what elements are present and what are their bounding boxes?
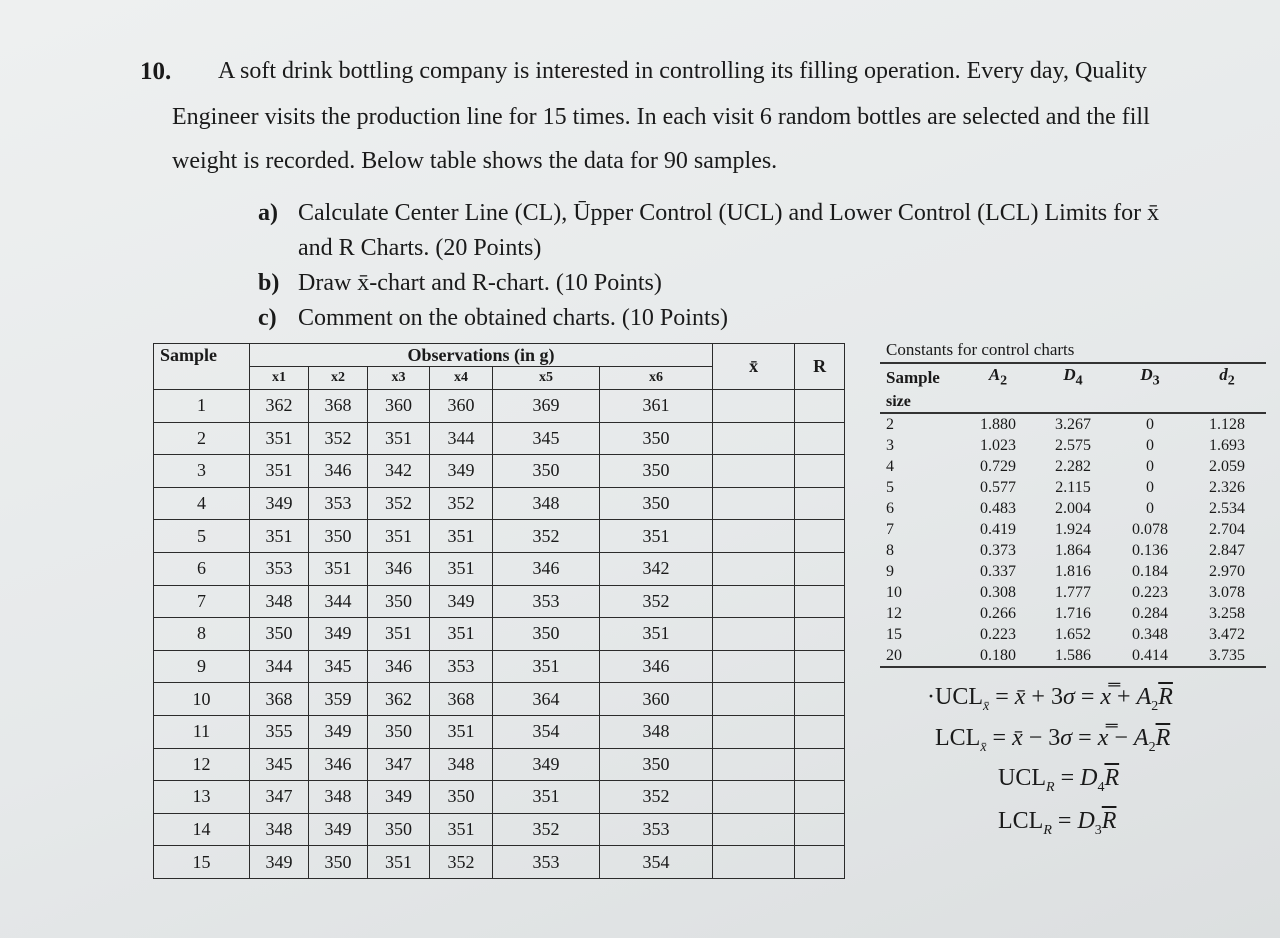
constant-cell: 0.577 — [980, 479, 1016, 497]
part-a — [258, 200, 1159, 227]
observation-cell: 348 — [493, 487, 600, 520]
const-header-sample: Sample — [886, 368, 940, 388]
ucl-r-formula: $UCL_R = D_4\overline{R}$ — [998, 765, 1120, 795]
xbar-cell — [713, 618, 795, 651]
observation-cell: 354 — [600, 846, 713, 879]
table-row — [154, 618, 845, 651]
part-a-label: a) — [258, 200, 278, 226]
observation-cell: 351 — [493, 650, 600, 683]
constant-cell: 0.136 — [1132, 542, 1168, 560]
xbar-cell — [713, 846, 795, 879]
observation-cell: 349 — [250, 487, 309, 520]
part-a-text: Calculate Center Line (CL), Ūpper Control (UCL) and Lower Control (LCL) Limits for x̄ — [298, 200, 1160, 226]
question-line-1: A soft drink bottling company is interested in controlling its filling operation. Every day, Quality — [218, 58, 1147, 84]
table-row — [154, 390, 845, 423]
r-cell — [795, 422, 845, 455]
constant-cell: 0.348 — [1132, 626, 1168, 644]
constant-cell: 2.115 — [1055, 479, 1091, 497]
r-cell — [795, 585, 845, 618]
r-cell — [795, 520, 845, 553]
constant-cell: 0 — [1146, 437, 1154, 455]
constant-cell: 0.223 — [980, 626, 1016, 644]
constant-cell: 0.184 — [1132, 563, 1168, 581]
observation-cell: 347 — [250, 781, 309, 814]
const-header-d4: $D_4$ — [1063, 365, 1083, 389]
constant-cell: 1.816 — [1055, 563, 1091, 581]
observation-cell: 350 — [309, 846, 368, 879]
observation-cell: 347 — [368, 748, 430, 781]
observation-cell: 348 — [309, 781, 368, 814]
observation-cell: 350 — [368, 585, 430, 618]
constants-row — [880, 540, 1266, 561]
constant-cell: 1.023 — [980, 437, 1016, 455]
r-cell — [795, 748, 845, 781]
observation-cell: 353 — [430, 650, 493, 683]
constants-row — [880, 519, 1266, 540]
constants-row — [880, 582, 1266, 603]
observation-cell: 354 — [493, 715, 600, 748]
part-b — [258, 270, 662, 297]
observation-cell: 352 — [600, 781, 713, 814]
sample-cell: 14 — [154, 813, 250, 846]
observation-cell: 348 — [250, 585, 309, 618]
sample-cell: 6 — [154, 552, 250, 585]
constant-cell: 1.652 — [1055, 626, 1091, 644]
constant-cell: 0.284 — [1132, 605, 1168, 623]
sample-cell: 13 — [154, 781, 250, 814]
observation-cell: 350 — [493, 618, 600, 651]
constants-table — [880, 340, 1266, 668]
constant-cell: 0.337 — [980, 563, 1016, 581]
observation-cell: 345 — [493, 422, 600, 455]
observation-cell: 349 — [493, 748, 600, 781]
constant-cell: 2.004 — [1055, 500, 1091, 518]
constant-cell: 1.924 — [1055, 521, 1091, 539]
col-x6: x6 — [600, 367, 713, 390]
observation-cell: 349 — [250, 846, 309, 879]
r-cell — [795, 683, 845, 716]
observation-cell: 350 — [430, 781, 493, 814]
sample-cell: 2 — [154, 422, 250, 455]
observation-cell: 362 — [368, 683, 430, 716]
constant-cell: 2.326 — [1209, 479, 1245, 497]
constants-body — [880, 413, 1266, 667]
observation-cell: 352 — [368, 487, 430, 520]
sample-cell: 1 — [154, 390, 250, 423]
table-row — [154, 552, 845, 585]
sample-cell: 9 — [154, 650, 250, 683]
observation-cell: 345 — [250, 748, 309, 781]
r-cell — [795, 650, 845, 683]
observations-body — [154, 390, 845, 879]
col-x3: x3 — [368, 367, 430, 390]
part-b-label: b) — [258, 270, 280, 296]
sample-cell: 5 — [154, 520, 250, 553]
constant-cell: 0 — [1112, 413, 1188, 435]
question-line-2: Engineer visits the production line for 15 times. In each visit 6 random bottles are selected and the fill — [172, 104, 1150, 130]
observation-cell: 348 — [430, 748, 493, 781]
xbar-header: x̄ — [713, 344, 795, 390]
constant-cell: 1.880 — [962, 413, 1034, 435]
part-a-continuation: and R Charts. (20 Points) — [298, 235, 542, 261]
observation-cell: 350 — [600, 748, 713, 781]
xbar-cell — [713, 487, 795, 520]
r-cell — [795, 390, 845, 423]
r-cell — [795, 846, 845, 879]
observation-cell: 350 — [309, 520, 368, 553]
sample-cell: 12 — [154, 748, 250, 781]
table-row — [154, 585, 845, 618]
xbar-cell — [713, 683, 795, 716]
constant-cell: 2.282 — [1055, 458, 1091, 476]
observation-cell: 351 — [368, 618, 430, 651]
constant-cell: 1.864 — [1055, 542, 1091, 560]
constants-row — [880, 561, 1266, 582]
observation-cell: 350 — [368, 813, 430, 846]
table-row — [154, 715, 845, 748]
r-cell — [795, 618, 845, 651]
observation-cell: 368 — [250, 683, 309, 716]
constant-cell: 0 — [1146, 458, 1154, 476]
observation-cell: 346 — [309, 455, 368, 488]
observation-cell: 360 — [368, 390, 430, 423]
observation-cell: 352 — [600, 585, 713, 618]
observation-cell: 346 — [368, 552, 430, 585]
observation-cell: 351 — [600, 618, 713, 651]
observation-cell: 349 — [309, 813, 368, 846]
const-header-a2: $A_2$ — [988, 365, 1008, 389]
constant-cell: 0.308 — [980, 584, 1016, 602]
observation-cell: 353 — [250, 552, 309, 585]
constants-row — [880, 477, 1266, 498]
observation-cell: 351 — [368, 846, 430, 879]
r-header: R — [795, 344, 845, 390]
constant-cell: 0.483 — [980, 500, 1016, 518]
constant-cell: 3 — [886, 437, 894, 455]
col-x2: x2 — [309, 367, 368, 390]
constant-cell: 0.266 — [980, 605, 1016, 623]
observation-cell: 342 — [368, 455, 430, 488]
constants-row — [880, 435, 1266, 456]
observation-cell: 360 — [600, 683, 713, 716]
observation-cell: 346 — [600, 650, 713, 683]
observation-cell: 345 — [309, 650, 368, 683]
observation-cell: 351 — [368, 422, 430, 455]
constant-cell: 3.258 — [1209, 605, 1245, 623]
observation-cell: 352 — [430, 846, 493, 879]
xbar-cell — [713, 650, 795, 683]
observation-cell: 346 — [368, 650, 430, 683]
observation-cell: 350 — [600, 487, 713, 520]
r-cell — [795, 781, 845, 814]
observation-cell: 346 — [309, 748, 368, 781]
observation-cell: 349 — [430, 455, 493, 488]
observation-cell: 355 — [250, 715, 309, 748]
constant-cell: 2.534 — [1209, 500, 1245, 518]
observation-cell: 351 — [309, 552, 368, 585]
observation-cell: 351 — [493, 781, 600, 814]
xbar-cell — [713, 715, 795, 748]
sample-header: Sample — [154, 344, 250, 367]
part-b-text: Draw x̄-chart and R-chart. (10 Points) — [298, 270, 662, 296]
constant-cell: 8 — [886, 542, 894, 560]
constant-cell: 0.373 — [980, 542, 1016, 560]
observation-cell: 350 — [600, 455, 713, 488]
observation-cell: 346 — [493, 552, 600, 585]
constant-cell: 0.419 — [980, 521, 1016, 539]
constant-cell: 1.777 — [1055, 584, 1091, 602]
constant-cell: 10 — [886, 584, 902, 602]
observation-cell: 351 — [430, 813, 493, 846]
r-cell — [795, 813, 845, 846]
const-header-size: size — [886, 393, 911, 411]
observation-cell: 342 — [600, 552, 713, 585]
sample-cell: 10 — [154, 683, 250, 716]
xbar-cell — [713, 390, 795, 423]
observation-cell: 351 — [250, 422, 309, 455]
constant-cell: 0.729 — [980, 458, 1016, 476]
observation-cell: 352 — [493, 813, 600, 846]
constant-cell: 2.970 — [1209, 563, 1245, 581]
constant-cell: 9 — [886, 563, 894, 581]
col-x4: x4 — [430, 367, 493, 390]
xbar-cell — [713, 422, 795, 455]
constant-cell: 20 — [880, 645, 962, 667]
constant-cell: 2.704 — [1209, 521, 1245, 539]
sample-cell: 4 — [154, 487, 250, 520]
constant-cell: 1.128 — [1188, 413, 1266, 435]
sample-cell: 11 — [154, 715, 250, 748]
observation-cell: 350 — [368, 715, 430, 748]
r-cell — [795, 552, 845, 585]
observation-cell: 362 — [250, 390, 309, 423]
observation-cell: 353 — [309, 487, 368, 520]
observation-cell: 351 — [368, 520, 430, 553]
observation-cell: 351 — [430, 715, 493, 748]
r-cell — [795, 487, 845, 520]
constant-cell: 0 — [1146, 500, 1154, 518]
observation-cell: 348 — [600, 715, 713, 748]
constant-cell: 2.059 — [1209, 458, 1245, 476]
observation-cell: 344 — [309, 585, 368, 618]
part-c-label: c) — [258, 305, 277, 331]
sample-cell: 8 — [154, 618, 250, 651]
sample-cell: 15 — [154, 846, 250, 879]
const-header-d3: $D_3$ — [1140, 365, 1160, 389]
observation-cell: 350 — [493, 455, 600, 488]
r-cell — [795, 715, 845, 748]
xbar-cell — [713, 520, 795, 553]
sample-cell: 3 — [154, 455, 250, 488]
question-line-3: weight is recorded. Below table shows the data for 90 samples. — [172, 148, 778, 174]
col-x1: x1 — [250, 367, 309, 390]
constant-cell: 1.693 — [1209, 437, 1245, 455]
observation-cell: 353 — [493, 846, 600, 879]
observation-cell: 348 — [250, 813, 309, 846]
constant-cell: 7 — [886, 521, 894, 539]
constants-row — [880, 498, 1266, 519]
const-header-d2: $d_2$ — [1219, 365, 1235, 389]
table-row — [154, 748, 845, 781]
col-x5: x5 — [493, 367, 600, 390]
sample-cell: 7 — [154, 585, 250, 618]
xbar-cell — [713, 748, 795, 781]
constant-cell: 3.472 — [1209, 626, 1245, 644]
observation-cell: 353 — [493, 585, 600, 618]
r-cell — [795, 455, 845, 488]
ucl-xbar-formula: $\cdot UCL_{x̄}$ = x̄ + 3σ = x̿ + $A_2\overline{R}$ — [927, 684, 1173, 714]
observation-cell: 361 — [600, 390, 713, 423]
part-c — [258, 305, 728, 332]
table-row — [154, 683, 845, 716]
constant-cell: 0.180 — [962, 645, 1034, 667]
observation-cell: 351 — [250, 455, 309, 488]
observation-cell: 350 — [600, 422, 713, 455]
constant-cell: 15 — [886, 626, 902, 644]
constant-cell: 0.223 — [1132, 584, 1168, 602]
constant-cell: 1.716 — [1055, 605, 1091, 623]
observation-cell: 359 — [309, 683, 368, 716]
constants-row — [880, 624, 1266, 645]
constant-cell: 0 — [1146, 479, 1154, 497]
observation-cell: 350 — [250, 618, 309, 651]
observation-cell: 364 — [493, 683, 600, 716]
observation-cell: 369 — [493, 390, 600, 423]
constant-cell: 4 — [886, 458, 894, 476]
observations-header: Observations (in g) — [250, 344, 713, 367]
observation-cell: 349 — [368, 781, 430, 814]
table-row — [154, 422, 845, 455]
xbar-cell — [713, 781, 795, 814]
observation-cell: 351 — [430, 618, 493, 651]
table-row — [154, 846, 845, 879]
constant-cell: 2.575 — [1055, 437, 1091, 455]
constant-cell: 6 — [886, 500, 894, 518]
xbar-cell — [713, 813, 795, 846]
table-row — [154, 455, 845, 488]
table-row — [154, 781, 845, 814]
constants-row — [880, 603, 1266, 624]
observation-cell: 344 — [430, 422, 493, 455]
observation-cell: 351 — [430, 520, 493, 553]
table-row — [154, 487, 845, 520]
observation-cell: 351 — [600, 520, 713, 553]
observation-cell: 352 — [493, 520, 600, 553]
observation-cell: 352 — [430, 487, 493, 520]
constant-cell: 5 — [886, 479, 894, 497]
xbar-cell — [713, 585, 795, 618]
constant-cell: 2.847 — [1209, 542, 1245, 560]
observation-cell: 349 — [309, 715, 368, 748]
observation-cell: 360 — [430, 390, 493, 423]
observation-cell: 344 — [250, 650, 309, 683]
table-row — [154, 813, 845, 846]
constant-cell: 2 — [880, 413, 962, 435]
observation-cell: 349 — [309, 618, 368, 651]
constant-cell: 0.078 — [1132, 521, 1168, 539]
constant-cell: 3.267 — [1034, 413, 1112, 435]
constant-cell: 3.735 — [1188, 645, 1266, 667]
constant-cell: 3.078 — [1209, 584, 1245, 602]
constant-cell: 0.414 — [1112, 645, 1188, 667]
table-row — [154, 650, 845, 683]
observations-table — [153, 343, 827, 879]
constants-row — [880, 413, 1266, 435]
constants-row — [880, 456, 1266, 477]
observation-cell: 351 — [250, 520, 309, 553]
constants-title: Constants for control charts — [886, 340, 1075, 359]
observation-cell: 349 — [430, 585, 493, 618]
observation-cell: 352 — [309, 422, 368, 455]
xbar-cell — [713, 552, 795, 585]
xbar-cell — [713, 455, 795, 488]
lcl-r-formula: $LCL_R = D_3\overline{R}$ — [998, 808, 1117, 838]
constant-cell: 1.586 — [1034, 645, 1112, 667]
observation-cell: 368 — [430, 683, 493, 716]
question-number: 10. — [140, 58, 172, 85]
observation-cell: 353 — [600, 813, 713, 846]
lcl-xbar-formula: $LCL_{x̄}$ = x̄ − 3σ = x̿ − $A_2\overline{R}$ — [935, 725, 1171, 755]
part-c-text: Comment on the obtained charts. (10 Points) — [298, 305, 728, 331]
table-row — [154, 520, 845, 553]
observation-cell: 351 — [430, 552, 493, 585]
observation-cell: 368 — [309, 390, 368, 423]
constant-cell: 12 — [886, 605, 902, 623]
constants-row — [880, 645, 1266, 667]
